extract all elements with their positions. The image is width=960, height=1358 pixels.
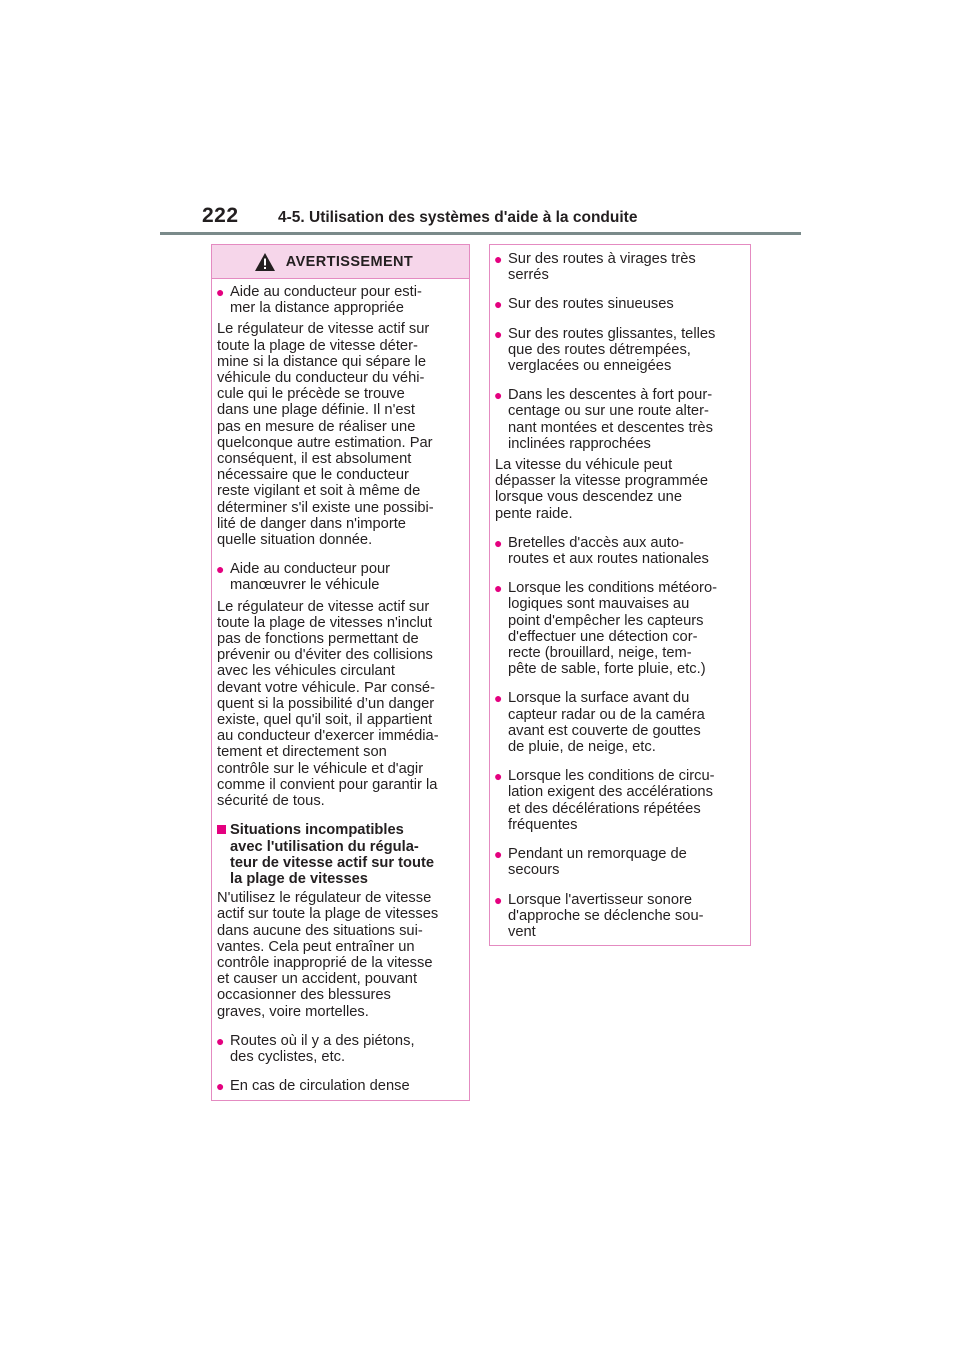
- list-item-text: En cas de circulation dense: [230, 1078, 410, 1095]
- list-item-text: Aide au conducteur pour manœuvrer le véhicule: [230, 561, 391, 594]
- bullet-icon: ●: [494, 325, 503, 342]
- list-item-text: Sur des routes glissantes, telles que des routes détrempées, verglacées ou enneigées: [508, 325, 716, 375]
- list-item-text: Dans les descentes à fort pour- centage ou sur une route alter- nant montées et descentes très inclinées rapprochées: [508, 387, 713, 452]
- list-item: [495, 690, 745, 755]
- list-item-text: Lorsque les conditions météoro- logiques sont mauvaises au point d'empêcher les capteurs d'effectuer une détection cor- recte (brouillard, neige, tem- pête de sable, forte pluie, etc.): [508, 580, 718, 678]
- bullet-icon: ●: [494, 387, 503, 404]
- list-item-text: Sur des routes à virages très serrés: [508, 251, 696, 284]
- warning-triangle-icon: [254, 252, 276, 272]
- bullet-icon: ●: [494, 846, 503, 863]
- list-item-text: Lorsque la surface avant du capteur radar ou de la caméra avant est couverte de gouttes de pluie, de neige, etc.: [508, 690, 705, 756]
- list-item: [495, 326, 745, 375]
- square-bullet-icon: [217, 825, 226, 834]
- list-item: [495, 580, 745, 677]
- bullet-icon: ●: [494, 534, 503, 551]
- list-item: [495, 846, 745, 878]
- paragraph: Le régulateur de vitesse actif sur toute la plage de vitesses n'inclut pas de fonctions permettant de prévenir ou d'éviter des collisions avec les véhicules circulant devant votre véhicule. Par consé- quent si la possibilité d’un danger existe, quel qu'il soit, il appartient au conducteur d'exercer immédia- tement et directement son contrôle sur le véhicule et d'agir comme il convient pour garantir la sécurité de tous.: [217, 598, 439, 810]
- bullet-icon: ●: [216, 1032, 225, 1049]
- list-item-text: Lorsque l'avertisseur sonore d'approche se déclenche sou- vent: [508, 891, 704, 940]
- list-item: [495, 892, 745, 941]
- bullet-icon: ●: [216, 284, 225, 300]
- list-item-text: Sur des routes sinueuses: [508, 296, 674, 313]
- section-title: 4-5. Utilisation des systèmes d'aide à la conduite: [278, 209, 638, 226]
- paragraph: Le régulateur de vitesse actif sur toute la plage de vitesse déter- mine si la distance qui sépare le véhicule du conducteur du véhi- cule qui le précède se trouve dans une plage définie. Il n'est pas en mesure de réaliser une quelconque autre estimation. Par conséquent, il est absolument nécessaire que le conducteur reste vigilant et soit à même de déterminer s'il existe une possibi- lité de danger dans n'importe quelle situation donnée.: [217, 321, 434, 549]
- list-item-text: Pendant un remorquage de secours: [508, 846, 687, 879]
- warning-box: [211, 244, 470, 1101]
- list-item: [495, 387, 745, 452]
- list-item: [495, 251, 745, 283]
- warning-continuation-box: [489, 244, 751, 946]
- list-item: [495, 768, 745, 833]
- page-number: 222: [202, 204, 239, 227]
- continuation-body: [490, 245, 750, 940]
- bullet-icon: ●: [494, 580, 503, 597]
- warning-title: AVERTISSEMENT: [285, 253, 414, 270]
- list-item: [217, 1078, 464, 1094]
- paragraph: N'utilisez le régulateur de vitesse actif sur toute la plage de vitesses dans aucune des situations sui- vantes. Cela peut entraîner un contrôle inapproprié de la vitesse et causer un accident, pouvant occasionner des blessures graves, voire mortelles.: [217, 890, 439, 1020]
- subheading-text: Situations incompatibles avec l'utilisation du régula- teur de vitesse actif sur toute la plage de vitesses: [230, 822, 435, 887]
- bullet-icon: ●: [494, 251, 503, 267]
- bullet-icon: ●: [494, 891, 503, 908]
- warning-body: [212, 279, 469, 1094]
- list-item-text: Bretelles d'accès aux auto- routes et aux routes nationales: [508, 534, 709, 568]
- list-item-text: Routes où il y a des piétons, des cyclistes, etc.: [230, 1032, 415, 1065]
- bullet-icon: ●: [494, 690, 503, 707]
- list-item: [217, 284, 464, 316]
- bullet-icon: ●: [216, 561, 225, 578]
- header-rule: [160, 232, 801, 235]
- paragraph: La vitesse du véhicule peut dépasser la vitesse programmée lorsque vous descendez une pente raide.: [495, 457, 709, 522]
- list-item: [217, 1033, 464, 1065]
- warning-header: [212, 245, 469, 279]
- list-item: [217, 561, 464, 593]
- list-item: [495, 535, 745, 567]
- subheading: [217, 822, 464, 887]
- bullet-icon: ●: [494, 296, 503, 313]
- bullet-icon: ●: [494, 768, 503, 785]
- list-item: [495, 296, 745, 312]
- bullet-icon: ●: [216, 1078, 225, 1095]
- list-item-text: Lorsque les conditions de circu- lation exigent des accélérations et des décélérations répétées fréquentes: [508, 768, 715, 833]
- list-item-text: Aide au conducteur pour esti- mer la distance appropriée: [230, 284, 422, 317]
